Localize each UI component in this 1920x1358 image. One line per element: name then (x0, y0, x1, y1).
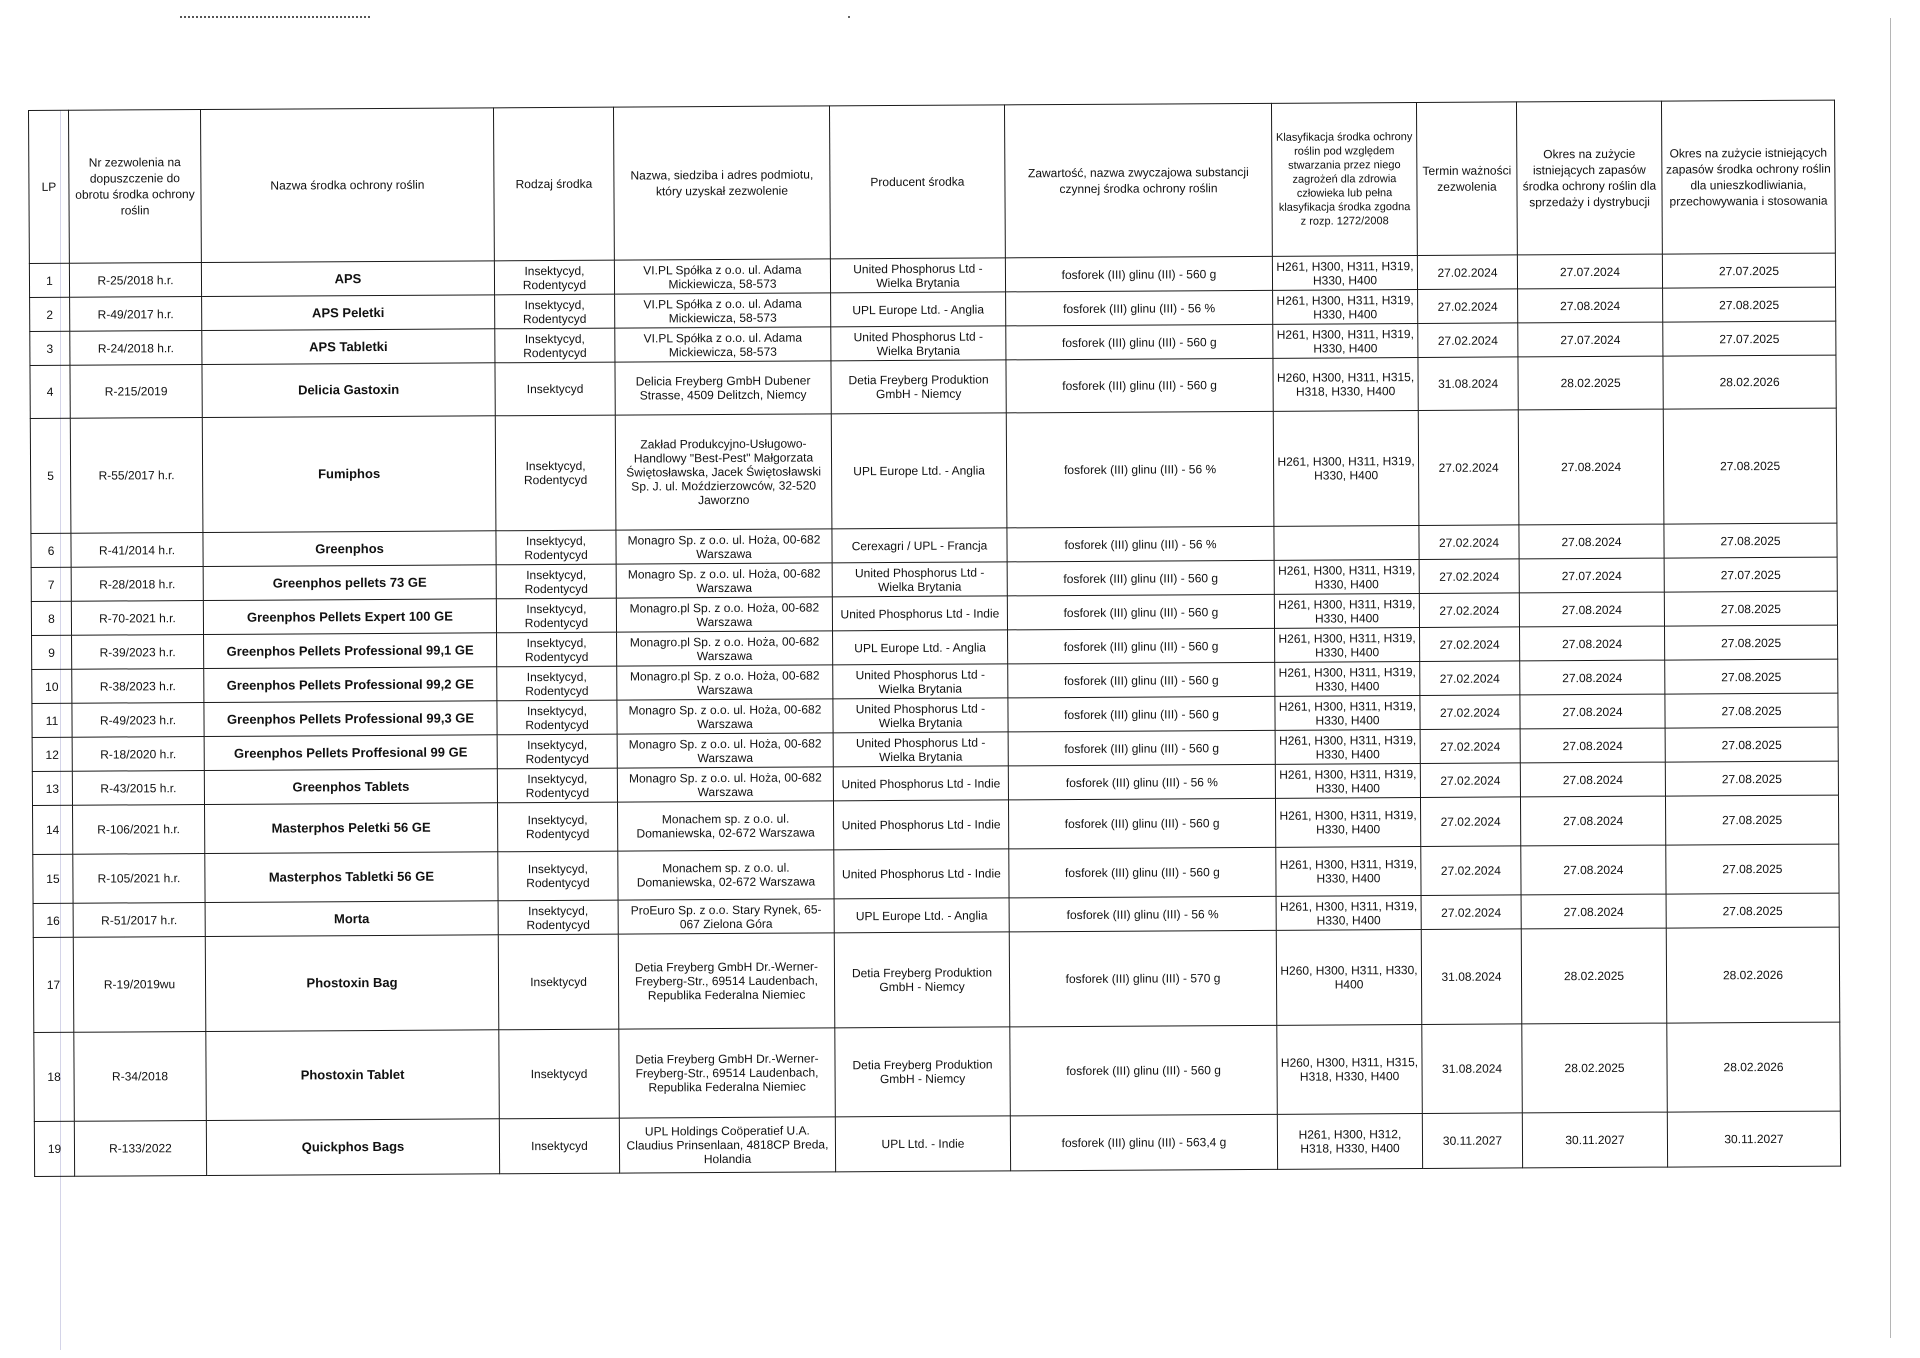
cell-active-substance: fosforek (III) glinu (III) - 56 % (1006, 290, 1273, 326)
cell-classification: H261, H300, H311, H319, H330, H400 (1273, 289, 1418, 324)
cell-sale-period: 28.02.2025 (1521, 928, 1667, 1024)
cell-lp: 14 (33, 805, 73, 854)
cell-product-name: APS Peletki (202, 295, 495, 331)
cell-sale-period: 27.08.2024 (1520, 626, 1665, 661)
cell-lp: 9 (32, 635, 72, 669)
scan-edge-line (1890, 18, 1891, 1338)
cell-manufacturer: United Phosphorus Ltd - Indie (834, 849, 1009, 899)
cell-lp: 11 (32, 703, 72, 737)
cell-active-substance: fosforek (III) glinu (III) - 56 % (1008, 764, 1275, 800)
header-use-period: Okres na zużycie istniejących zapasów środka ochrony roślin dla unieszkodliwiania, przechowywania i stosowania (1661, 100, 1835, 254)
header-permit-number: Nr zezwolenia na dopuszczenie do obrotu środka ochrony roślin (69, 110, 202, 264)
table-row (34, 1022, 1840, 1121)
cell-classification: H261, H300, H311, H319, H330, H400 (1276, 846, 1421, 896)
cell-product-type: Insektycyd (495, 362, 615, 416)
cell-permit-holder: Monagro Sp. z o.o. ul. Hoża, 00-682 Warszawa (616, 529, 832, 564)
header-active-substance: Zawartość, nazwa zwyczajowa substancji czynnej środka ochrony roślin (1004, 103, 1272, 258)
cell-permit-holder: Monagro.pl Sp. z o.o. Hoża, 00-682 Warszawa (617, 665, 833, 700)
cell-product-name: Quickphos Bags (206, 1119, 499, 1176)
cell-manufacturer: United Phosphorus Ltd - Wielka Brytania (833, 698, 1008, 733)
cell-product-name: Greenphos Tablets (204, 769, 497, 805)
cell-sale-period: 28.02.2025 (1522, 1023, 1668, 1113)
cell-sale-period: 27.08.2024 (1518, 409, 1664, 525)
cell-expiry-date: 31.08.2024 (1422, 1024, 1523, 1114)
header-classification: Klasyfikacja środka ochrony roślin pod względem stwarzania przez niego zagrożeń dla zdrowia człowieka lub pełna klasyfikacja środka zgodna z rozp. 1272/2008 (1271, 103, 1417, 257)
cell-classification: H261, H300, H311, H319, H330, H400 (1273, 410, 1419, 526)
header-sale-period: Okres na zużycie istniejących zapasów środka ochrony roślin dla sprzedaży i dystrybucji (1516, 101, 1662, 255)
cell-use-period: 27.08.2025 (1665, 659, 1838, 694)
cell-sale-period: 27.08.2024 (1520, 660, 1665, 695)
cell-lp: 18 (34, 1032, 75, 1121)
cell-product-name: Greenphos (203, 531, 496, 567)
cell-permit-number: R-18/2020 h.r. (72, 736, 204, 771)
header-product-name: Nazwa środka ochrony roślin (201, 108, 495, 263)
cell-active-substance: fosforek (III) glinu (III) - 56 % (1006, 411, 1274, 528)
cell-classification: H261, H300, H311, H319, H330, H400 (1274, 559, 1419, 594)
cell-product-type: Insektycyd, Rodentycyd (495, 294, 615, 329)
cell-classification: H260, H300, H311, H315, H318, H330, H400 (1273, 357, 1418, 411)
cell-lp: 6 (31, 533, 71, 567)
cell-permit-holder: VI.PL Spółka z o.o. ul. Adama Mickiewicza, 58-573 (615, 293, 831, 328)
cell-use-period: 27.08.2025 (1665, 693, 1838, 728)
cell-lp: 2 (30, 297, 70, 331)
cell-product-name: Greenphos Pellets Professional 99,3 GE (204, 701, 497, 737)
cell-product-name: Greenphos Pellets Proffesional 99 GE (204, 735, 497, 771)
cell-expiry-date: 27.02.2024 (1417, 255, 1517, 290)
cell-active-substance: fosforek (III) glinu (III) - 560 g (1007, 560, 1274, 596)
cell-permit-number: R-215/2019 (70, 365, 202, 419)
cell-active-substance: fosforek (III) glinu (III) - 560 g (1008, 730, 1275, 766)
cell-product-name: Morta (205, 901, 498, 937)
cell-expiry-date: 27.02.2024 (1418, 323, 1518, 358)
cell-permit-number: R-49/2023 h.r. (72, 702, 204, 737)
cell-product-type: Insektycyd, Rodentycyd (496, 530, 616, 565)
cell-sale-period: 27.08.2024 (1520, 796, 1665, 846)
cell-permit-number: R-24/2018 h.r. (70, 331, 202, 366)
cell-use-period: 27.07.2025 (1662, 253, 1835, 288)
cell-expiry-date: 27.02.2024 (1420, 729, 1520, 764)
cell-lp: 5 (30, 418, 71, 533)
cell-product-type: Insektycyd (498, 934, 619, 1030)
cell-sale-period: 27.08.2024 (1520, 762, 1665, 797)
cell-lp: 4 (30, 365, 70, 418)
cell-use-period: 27.07.2025 (1664, 557, 1837, 592)
cell-permit-number: R-51/2017 h.r. (73, 902, 205, 937)
cell-manufacturer: Cerexagri / UPL - Francja (832, 528, 1007, 563)
cell-sale-period: 27.08.2024 (1520, 694, 1665, 729)
cell-use-period: 27.08.2025 (1664, 523, 1837, 558)
cell-product-type: Insektycyd, Rodentycyd (496, 598, 616, 633)
cell-classification: H261, H300, H311, H319, H330, H400 (1275, 695, 1420, 730)
cell-lp: 15 (33, 854, 73, 903)
cell-permit-holder: Monagro Sp. z o.o. ul. Hoża, 00-682 Warszawa (617, 733, 833, 768)
cell-use-period: 27.07.2025 (1663, 321, 1836, 356)
cell-classification: H260, H300, H311, H315, H318, H330, H400 (1277, 1024, 1423, 1114)
cell-permit-number: R-133/2022 (74, 1120, 206, 1176)
cell-manufacturer: UPL Europe Ltd. - Anglia (834, 898, 1009, 933)
cell-use-period: 28.02.2026 (1667, 1022, 1841, 1112)
cell-product-type: Insektycyd, Rodentycyd (497, 802, 617, 852)
cell-manufacturer: UPL Ltd. - Indie (835, 1116, 1010, 1172)
cell-active-substance: fosforek (III) glinu (III) - 560 g (1010, 1025, 1278, 1116)
cell-product-name: Greenphos pellets 73 GE (203, 565, 496, 601)
cell-use-period: 28.02.2026 (1666, 927, 1840, 1023)
header-lp: LP (29, 110, 70, 263)
cell-sale-period: 28.02.2025 (1518, 356, 1663, 410)
cell-lp: 17 (33, 937, 74, 1032)
scan-artifact (180, 16, 370, 20)
cell-permit-holder: Detia Freyberg GmbH Dr.-Werner-Freyberg-Str., 69514 Laudenbach, Republika Federalna Niemiec (619, 1028, 836, 1118)
cell-active-substance: fosforek (III) glinu (III) - 560 g (1005, 256, 1272, 292)
cell-use-period: 27.08.2025 (1664, 591, 1837, 626)
cell-product-name: Phostoxin Bag (205, 935, 499, 1032)
cell-permit-holder: Monagro Sp. z o.o. ul. Hoża, 00-682 Warszawa (617, 767, 833, 802)
cell-lp: 12 (32, 737, 72, 771)
cell-use-period: 27.08.2025 (1665, 795, 1838, 845)
cell-permit-holder: Monagro.pl Sp. z o.o. Hoża, 00-682 Warszawa (616, 597, 832, 632)
cell-expiry-date: 31.08.2024 (1418, 357, 1518, 411)
cell-product-name: Greenphos Pellets Expert 100 GE (203, 599, 496, 635)
table-row (33, 927, 1840, 1032)
cell-permit-holder: Monachem sp. z o.o. ul. Domaniewska, 02-672 Warszawa (618, 850, 834, 900)
cell-expiry-date: 27.02.2024 (1419, 593, 1519, 628)
cell-permit-number: R-55/2017 h.r. (70, 418, 203, 534)
cell-manufacturer: United Phosphorus Ltd - Indie (832, 596, 1007, 631)
cell-use-period: 27.08.2025 (1665, 761, 1838, 796)
cell-permit-holder: Monagro.pl Sp. z o.o. Hoża, 00-682 Warszawa (617, 631, 833, 666)
cell-sale-period: 30.11.2027 (1522, 1112, 1667, 1168)
cell-product-type: Insektycyd, Rodentycyd (494, 260, 614, 295)
cell-permit-number: R-25/2018 h.r. (69, 263, 201, 298)
table-header-row (29, 100, 1836, 263)
cell-use-period: 30.11.2027 (1667, 1111, 1840, 1167)
cell-expiry-date: 27.02.2024 (1419, 525, 1519, 560)
cell-product-name: Masterphos Peletki 56 GE (205, 803, 498, 854)
cell-active-substance: fosforek (III) glinu (III) - 563,4 g (1010, 1114, 1277, 1171)
cell-active-substance: fosforek (III) glinu (III) - 560 g (1008, 798, 1275, 849)
cell-manufacturer: UPL Europe Ltd. - Anglia (833, 630, 1008, 665)
cell-product-name: Phostoxin Tablet (206, 1030, 500, 1121)
cell-expiry-date: 27.02.2024 (1420, 627, 1520, 662)
cell-active-substance: fosforek (III) glinu (III) - 560 g (1008, 628, 1275, 664)
cell-product-name: Greenphos Pellets Professional 99,2 GE (204, 667, 497, 703)
cell-sale-period: 27.08.2024 (1521, 845, 1666, 895)
cell-active-substance: fosforek (III) glinu (III) - 56 % (1007, 526, 1274, 562)
cell-sale-period: 27.08.2024 (1519, 592, 1664, 627)
cell-manufacturer: United Phosphorus Ltd - Indie (833, 800, 1008, 850)
scan-artifact-dot (848, 16, 850, 18)
cell-use-period: 27.08.2025 (1666, 893, 1839, 928)
cell-permit-number: R-49/2017 h.r. (70, 297, 202, 332)
cell-classification: H260, H300, H311, H330, H400 (1276, 929, 1422, 1025)
cell-product-type: Insektycyd, Rodentycyd (497, 734, 617, 769)
cell-product-type: Insektycyd (499, 1118, 619, 1174)
cell-use-period: 27.08.2025 (1663, 287, 1836, 322)
header-manufacturer: Producent środka (829, 105, 1005, 259)
cell-classification: H261, H300, H311, H319, H330, H400 (1275, 729, 1420, 764)
cell-manufacturer: Detia Freyberg Produktion GmbH - Niemcy (835, 1027, 1011, 1117)
cell-sale-period: 27.08.2024 (1520, 728, 1665, 763)
cell-classification: H261, H300, H311, H319, H330, H400 (1275, 661, 1420, 696)
header-permit-holder: Nazwa, siedziba i adres podmiotu, który uzyskał zezwolenie (613, 106, 830, 260)
cell-product-type: Insektycyd, Rodentycyd (498, 851, 618, 901)
cell-expiry-date: 27.02.2024 (1420, 797, 1520, 847)
cell-sale-period: 27.07.2024 (1519, 558, 1664, 593)
cell-manufacturer: United Phosphorus Ltd - Indie (833, 766, 1008, 801)
cell-permit-number: R-106/2021 h.r. (73, 804, 205, 854)
cell-expiry-date: 27.02.2024 (1421, 846, 1521, 896)
cell-active-substance: fosforek (III) glinu (III) - 570 g (1009, 930, 1277, 1027)
cell-permit-holder: VI.PL Spółka z o.o. ul. Adama Mickiewicza, 58-573 (614, 259, 830, 294)
cell-classification: H261, H300, H311, H319, H330, H400 (1275, 763, 1420, 798)
cell-expiry-date: 27.02.2024 (1419, 559, 1519, 594)
cell-manufacturer: United Phosphorus Ltd - Wielka Brytania (831, 326, 1006, 361)
cell-permit-holder: Monachem sp. z o.o. ul. Domaniewska, 02-672 Warszawa (617, 801, 833, 851)
cell-active-substance: fosforek (III) glinu (III) - 560 g (1006, 324, 1273, 360)
cell-product-name: APS (201, 261, 494, 297)
cell-classification: H261, H300, H312, H318, H330, H400 (1277, 1113, 1422, 1169)
cell-expiry-date: 27.02.2024 (1418, 289, 1518, 324)
cell-product-name: Greenphos Pellets Professional 99,1 GE (204, 633, 497, 669)
cell-manufacturer: Detia Freyberg Produktion GmbH - Niemcy (834, 932, 1010, 1028)
cell-permit-holder: ProEuro Sp. z o.o. Stary Rynek, 65-067 Zielona Góra (618, 899, 834, 934)
cell-active-substance: fosforek (III) glinu (III) - 560 g (1007, 594, 1274, 630)
cell-permit-number: R-38/2023 h.r. (72, 668, 204, 703)
cell-permit-holder: Monagro Sp. z o.o. ul. Hoża, 00-682 Warszawa (616, 563, 832, 598)
cell-active-substance: fosforek (III) glinu (III) - 560 g (1009, 847, 1276, 898)
cell-permit-number: R-39/2023 h.r. (72, 634, 204, 669)
cell-product-type: Insektycyd, Rodentycyd (496, 564, 616, 599)
cell-classification: H261, H300, H311, H319, H330, H400 (1276, 895, 1421, 930)
cell-product-type: Insektycyd, Rodentycyd (497, 768, 617, 803)
cell-product-type: Insektycyd (499, 1029, 620, 1119)
table-row (34, 1111, 1840, 1176)
cell-use-period: 28.02.2026 (1663, 355, 1836, 409)
cell-lp: 13 (32, 771, 72, 805)
cell-product-type: Insektycyd, Rodentycyd (497, 632, 617, 667)
cell-expiry-date: 27.02.2024 (1420, 695, 1520, 730)
cell-expiry-date: 27.02.2024 (1420, 661, 1520, 696)
cell-product-type: Insektycyd, Rodentycyd (497, 666, 617, 701)
cell-manufacturer: United Phosphorus Ltd - Wielka Brytania (833, 732, 1008, 767)
cell-manufacturer: United Phosphorus Ltd - Wielka Brytania (830, 258, 1005, 293)
cell-sale-period: 27.08.2024 (1519, 524, 1664, 559)
cell-permit-holder: VI.PL Spółka z o.o. ul. Adama Mickiewicza, 58-573 (615, 327, 831, 362)
cell-permit-number: R-19/2019wu (73, 936, 206, 1032)
cell-classification: H261, H300, H311, H319, H330, H400 (1274, 593, 1419, 628)
cell-permit-holder: Detia Freyberg GmbH Dr.-Werner-Freyberg-Str., 69514 Laudenbach, Republika Federalna Niemiec (618, 933, 835, 1029)
cell-product-type: Insektycyd, Rodentycyd (498, 900, 618, 935)
cell-sale-period: 27.07.2024 (1517, 254, 1662, 289)
cell-expiry-date: 27.02.2024 (1421, 895, 1521, 930)
cell-expiry-date: 27.02.2024 (1420, 763, 1520, 798)
cell-expiry-date: 31.08.2024 (1421, 929, 1522, 1025)
table-row (30, 408, 1837, 533)
cell-classification: H261, H300, H311, H319, H330, H400 (1272, 256, 1417, 291)
cell-permit-number: R-41/2014 h.r. (71, 532, 203, 567)
cell-lp: 1 (29, 263, 69, 297)
cell-active-substance: fosforek (III) glinu (III) - 560 g (1008, 662, 1275, 698)
cell-lp: 19 (34, 1121, 74, 1176)
cell-manufacturer: United Phosphorus Ltd - Wielka Brytania (832, 562, 1007, 597)
cell-use-period: 27.08.2025 (1666, 844, 1839, 894)
cell-manufacturer: Detia Freyberg Produktion GmbH - Niemcy (831, 360, 1006, 414)
cell-permit-holder: Zakład Produkcyjno-Usługowo-Handlowy "Best-Pest" Małgorzata Świętosławska, Jacek Świętosławski Sp. J. ul. Moździerzowców, 32-520 Jaworzno (615, 414, 832, 530)
cell-product-name: Delicia Gastoxin (202, 363, 495, 418)
cell-product-name: Masterphos Tabletki 56 GE (205, 852, 498, 903)
permits-table (28, 100, 1841, 1177)
cell-manufacturer: United Phosphorus Ltd - Wielka Brytania (833, 664, 1008, 699)
cell-active-substance: fosforek (III) glinu (III) - 560 g (1008, 696, 1275, 732)
cell-lp: 7 (31, 567, 71, 601)
cell-lp: 10 (32, 669, 72, 703)
header-expiry-date: Termin ważności zezwolenia (1416, 102, 1517, 256)
cell-use-period: 27.08.2025 (1665, 727, 1838, 762)
cell-classification (1274, 525, 1419, 560)
cell-permit-number: R-43/2015 h.r. (72, 770, 204, 805)
cell-product-type: Insektycyd, Rodentycyd (495, 415, 616, 531)
permits-table-wrapper (28, 100, 1840, 1177)
cell-permit-number: R-28/2018 h.r. (71, 566, 203, 601)
cell-product-name: APS Tabletki (202, 329, 495, 365)
cell-product-type: Insektycyd, Rodentycyd (497, 700, 617, 735)
cell-product-name: Fumiphos (202, 416, 496, 533)
cell-expiry-date: 30.11.2027 (1422, 1113, 1522, 1169)
cell-manufacturer: UPL Europe Ltd. - Anglia (831, 413, 1007, 529)
cell-lp: 16 (33, 903, 73, 937)
cell-sale-period: 27.07.2024 (1518, 322, 1663, 357)
cell-lp: 3 (30, 331, 70, 365)
cell-sale-period: 27.08.2024 (1518, 288, 1663, 323)
cell-lp: 8 (31, 601, 71, 635)
cell-use-period: 27.08.2025 (1664, 625, 1837, 660)
cell-classification: H261, H300, H311, H319, H330, H400 (1275, 797, 1420, 847)
cell-active-substance: fosforek (III) glinu (III) - 56 % (1009, 896, 1276, 932)
cell-permit-number: R-34/2018 (74, 1031, 207, 1121)
cell-permit-holder: Delicia Freyberg GmbH Dubener Strasse, 4509 Delitzch, Niemcy (615, 361, 831, 415)
cell-permit-holder: Monagro Sp. z o.o. ul. Hoża, 00-682 Warszawa (617, 699, 833, 734)
cell-manufacturer: UPL Europe Ltd. - Anglia (831, 292, 1006, 327)
cell-classification: H261, H300, H311, H319, H330, H400 (1275, 627, 1420, 662)
cell-classification: H261, H300, H311, H319, H330, H400 (1273, 323, 1418, 358)
cell-permit-holder: UPL Holdings Coöperatief U.A. Claudius Prinsenlaan, 4818CP Breda, Holandia (619, 1117, 835, 1173)
cell-permit-number: R-70-2021 h.r. (71, 600, 203, 635)
cell-sale-period: 27.08.2024 (1521, 894, 1666, 929)
cell-expiry-date: 27.02.2024 (1418, 410, 1519, 526)
cell-use-period: 27.08.2025 (1663, 408, 1837, 524)
cell-product-type: Insektycyd, Rodentycyd (495, 328, 615, 363)
cell-permit-number: R-105/2021 h.r. (73, 853, 205, 903)
cell-active-substance: fosforek (III) glinu (III) - 560 g (1006, 358, 1273, 413)
header-product-type: Rodzaj środka (493, 107, 614, 261)
